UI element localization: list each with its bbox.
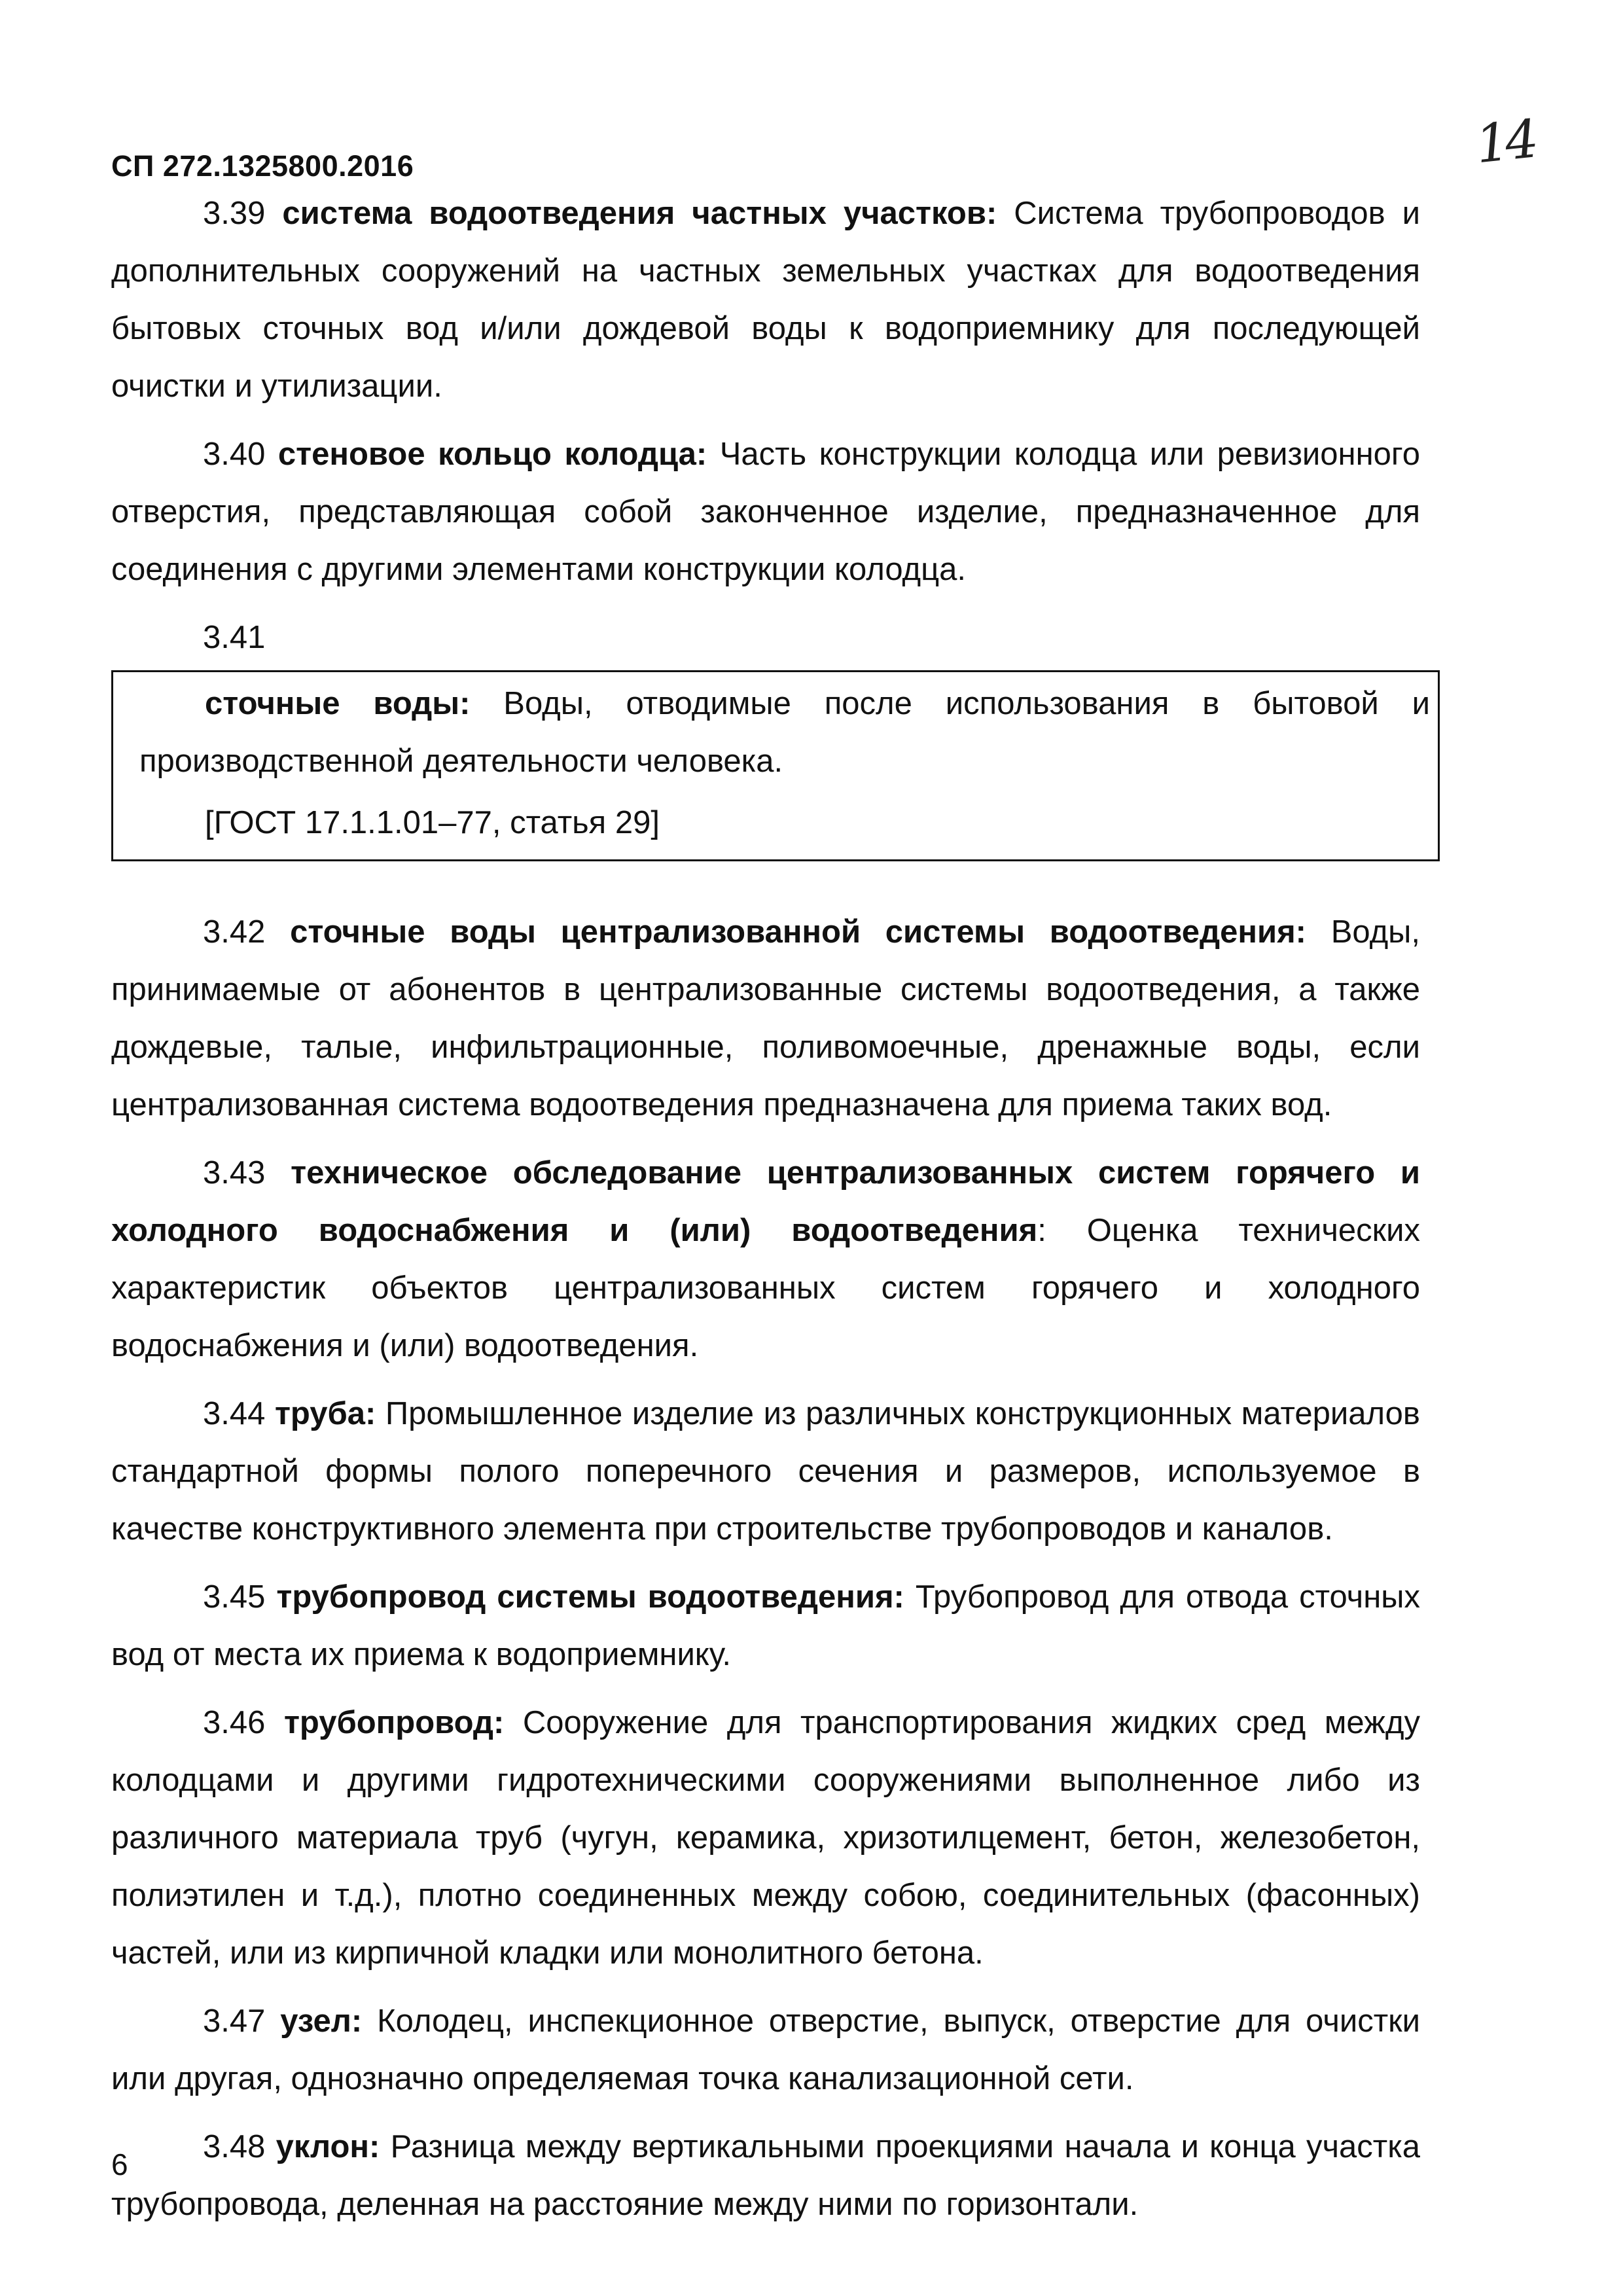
handwritten-page-mark: 14 [1472, 108, 1538, 175]
entry-definition: Система трубопроводов и дополнительных сооружений на частных земельных участках для водоотведения бытовых сточных вод и/или дождевой воды к водоприемнику для последующей очистки и утилизации. [111, 196, 1420, 404]
entry-definition: Воды, отводимые после использования в бытовой и производственной деятельности человека. [139, 686, 1430, 779]
terms-list [111, 185, 1430, 2244]
term-entry [111, 1144, 1420, 1374]
entry-number: 3.48 [203, 2129, 266, 2164]
entry-definition: Сооружение для транспортирования жидких сред между колодцами и другими гидротехническими сооружениями выполненное либо из различного материала труб (чугун, керамика, хризотилцемент, бетон, железобетон, полиэтилен и т.д.), плотно соединенных между собою, соединительных (фасонных) частей, или из кирпичной кладки или монолитного бетона. [111, 1705, 1420, 1971]
term-entry [111, 903, 1420, 1134]
boxed-definition [111, 670, 1440, 861]
entry-number: 3.39 [203, 196, 266, 231]
term-entry [111, 1694, 1420, 1982]
entry-definition: Разница между вертикальными проекциями начала и конца участка трубопровода, деленная на расстояние между ними по горизонтали. [111, 2129, 1420, 2222]
entry-term: узел: [280, 2003, 363, 2039]
term-entry [111, 1992, 1420, 2108]
term-entry [111, 1568, 1420, 1683]
entry-term: трубопровод: [283, 1705, 505, 1740]
entry-term: сточные воды: [205, 686, 471, 721]
entry-number: 3.45 [203, 1579, 266, 1615]
entry-definition: Воды, принимаемые от абонентов в централизованные системы водоотведения, а также дождевые, талые, инфильтрационные, поливомоечные, дренажные воды, если централизованная система водоотведения предназначена для приема таких вод. [111, 914, 1420, 1122]
document-code: СП 272.1325800.2016 [111, 149, 414, 183]
entry-term: техническое обследование централизованных систем горячего и холодного водоснабжения и (или) водоотведения [111, 1155, 1420, 1248]
term-entry [111, 425, 1420, 598]
entry-definition: Часть конструкции колодца или ревизионного отверстия, представляющая собой законченное изделие, предназначенное для соединения с другими элементами конструкции колодца. [111, 437, 1420, 587]
page-number: 6 [111, 2147, 128, 2181]
term-entry [139, 675, 1430, 790]
entry-number: 3.42 [203, 914, 266, 950]
entry-term: система водоотведения частных участков: [282, 196, 997, 231]
entry-definition: Промышленное изделие из различных конструкционных материалов стандартной формы полого поперечного сечения и размеров, используемое в качестве конструктивного элемента при строительстве трубопроводов и каналов. [111, 1396, 1420, 1547]
entry-definition: Трубопровод для отвода сточных вод от места их приема к водоприемнику. [111, 1579, 1420, 1672]
entry-term: стеновое кольцо колодца: [277, 437, 707, 472]
entry-term: труба: [274, 1396, 376, 1431]
term-entry [111, 2118, 1420, 2233]
entry-number: 3.43 [203, 1155, 266, 1191]
entry-number: 3.47 [203, 2003, 266, 2039]
entry-source-reference: [ГОСТ 17.1.1.01–77, статья 29] [205, 805, 660, 840]
entry-term: трубопровод системы водоотведения: [276, 1579, 904, 1615]
entry-number: 3.41 [203, 620, 266, 655]
entry-term: сточные воды централизованной системы водоотведения: [290, 914, 1307, 950]
entry-number: 3.46 [203, 1705, 266, 1740]
entry-term: уклон: [276, 2129, 380, 2164]
term-entry [111, 1385, 1420, 1558]
term-entry [111, 185, 1420, 415]
entry-number: 3.40 [203, 437, 266, 472]
entry-definition: Колодец, инспекционное отверстие, выпуск, отверстие для очистки или другая, однозначно определяемая точка канализационной сети. [111, 2003, 1420, 2096]
entry-number: 3.44 [203, 1396, 266, 1431]
entry-definition: : Оценка технических характеристик объектов централизованных систем горячего и холодного водоснабжения и (или) водоотведения. [111, 1213, 1420, 1363]
